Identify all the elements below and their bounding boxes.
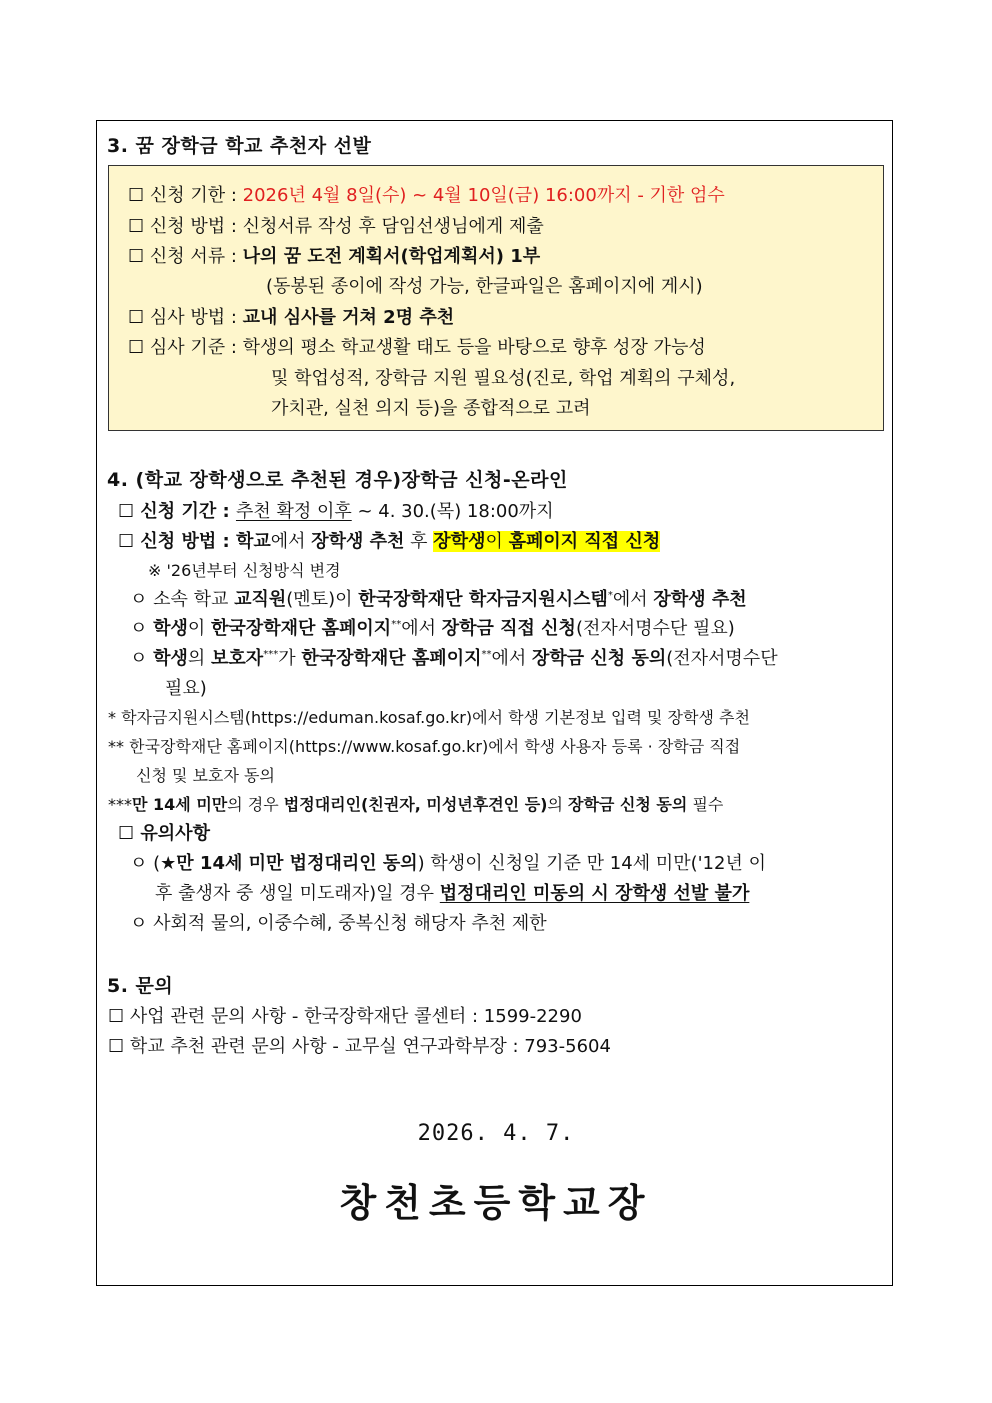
application-method-row — [118, 527, 660, 553]
footnote-1: * 학자금지원시스템(https://eduman.kosaf.go.kr)에서 학생 기본정보 입력 및 장학생 추천 — [108, 708, 750, 727]
method-row: ☐ 신청 방법 : 신청서류 작성 후 담임선생님에게 제출 — [128, 216, 544, 237]
bullet-3-sup-2: ** — [481, 649, 492, 660]
caution-1-line-1 — [130, 849, 766, 875]
bullet-2-bold-3: 장학금 직접 신청 — [441, 618, 576, 639]
bullet-3-line-2: 필요) — [165, 678, 207, 699]
inquiry-1: ☐ 사업 관련 문의 사항 - 한국장학재단 콜센터 : 1599-2290 — [108, 1006, 582, 1027]
review-method-label: ☐ 심사 방법 : — [128, 307, 237, 328]
bullet-1-bold-2: 한국장학재단 학자금지원시스템 — [358, 589, 608, 610]
review-method-value: 교내 심사를 거쳐 2명 추천 — [242, 307, 455, 328]
bullet-2 — [130, 614, 735, 640]
deadline-row — [128, 181, 725, 207]
bullet-3-sup: *** — [263, 649, 279, 660]
bullet-1-text-3: 에서 — [612, 589, 654, 610]
section-3-title: 3. 꿈 장학금 학교 추천자 선발 — [107, 135, 372, 157]
footnote-3-text: 의 경우 — [227, 795, 284, 814]
caution-1-text-2: 후 출생자 중 생일 미도래자)일 경우 — [155, 883, 440, 904]
deadline-label: ☐ 신청 기한 : — [128, 185, 237, 206]
footnote-3-bold-2: 법정대리인(친권자, 미성년후견인 등) — [283, 795, 548, 814]
footnote-2-line-1: ** 한국장학재단 홈페이지(https://www.kosaf.go.kr)에서 학생 사용자 등록 · 장학금 직접 — [108, 737, 741, 756]
caution-1-underlined: 법정대리인 미동의 시 장학생 선발 불가 — [439, 883, 750, 904]
bullet-1 — [130, 585, 747, 611]
bullet-3-text: 의 — [187, 648, 212, 669]
bullet-1-sup: * — [607, 590, 613, 601]
section-4-title: 4. (학교 장학생으로 추천된 경우)장학금 신청-온라인 — [107, 469, 568, 491]
bullet-2-text-2: 에서 — [401, 618, 442, 639]
bullet-3-bold-4: 장학금 신청 동의 — [531, 648, 667, 669]
method-label: ☐ 신청 방법 : 학교 — [118, 531, 271, 552]
period-rest: ~ 4. 30.(목) 18:00까지 — [351, 501, 554, 522]
caution-1-bold: ★만 14세 미만 법정대리인 동의 — [160, 853, 418, 874]
bullet-3-bold-2: 보호자 — [211, 648, 264, 669]
review-method-row — [128, 303, 454, 329]
caution-1-line-2 — [155, 879, 749, 905]
documents-label: ☐ 신청 서류 : — [128, 246, 237, 267]
footnote-3-bold: 만 14세 미만 — [132, 795, 228, 814]
application-period-row — [118, 497, 554, 523]
caution-1-marker: ㅇ ( — [130, 853, 161, 874]
bullet-2-marker: ㅇ — [130, 618, 154, 639]
bullet-1-bold: 교직원 — [234, 589, 287, 610]
method-highlight-1: 장학생 — [433, 531, 486, 552]
review-criteria-line-2: 및 학업성적, 장학금 지원 필요성(진로, 학업 계획의 구체성, — [271, 368, 736, 389]
method-bold: 장학생 추천 — [311, 531, 405, 552]
footnote-3-text-3: 필수 — [687, 795, 724, 814]
documents-note: (동봉된 종이에 작성 가능, 한글파일은 홈페이지에 게시) — [266, 276, 703, 297]
method-highlight-2: 이 — [485, 531, 509, 552]
caution-2: ㅇ 사회적 물의, 이중수혜, 중복신청 해당자 추천 제한 — [130, 913, 547, 934]
bullet-1-text: ㅇ 소속 학교 — [130, 589, 235, 610]
caution-1-text: ) 학생이 신청일 기준 만 14세 미만('12년 이 — [417, 853, 766, 874]
bullet-1-bold-3: 장학생 추천 — [653, 589, 747, 610]
documents-value: 나의 꿈 도전 계획서(학업계획서) 1부 — [242, 246, 541, 267]
footnote-3-text-2: 의 — [547, 795, 569, 814]
bullet-3-text-3: 에서 — [491, 648, 532, 669]
principal-signature: 창천초등학교장 — [339, 1180, 653, 1225]
documents-row — [128, 242, 540, 268]
bullet-3 — [130, 644, 778, 670]
method-highlight-3: 홈페이지 직접 신청 — [508, 531, 661, 552]
method-text: 에서 — [270, 531, 312, 552]
bullet-3-text-2: 가 — [278, 648, 302, 669]
bullet-2-text: 이 — [187, 618, 212, 639]
review-criteria-line-1: ☐ 심사 기준 : 학생의 평소 학교생활 태도 등을 바탕으로 향후 성장 가능성 — [128, 337, 706, 358]
bullet-1-text-2: (멘토)이 — [286, 589, 359, 610]
bullet-3-text-4: (전자서명수단 — [666, 648, 778, 669]
section-5-title: 5. 문의 — [107, 975, 174, 997]
footnote-3-bold-3: 장학금 신청 동의 — [568, 795, 688, 814]
inquiry-2: ☐ 학교 추천 관련 문의 사항 - 교무실 연구과학부장 : 793-5604 — [108, 1036, 611, 1057]
issue-date: 2026. 4. 7. — [417, 1121, 575, 1146]
bullet-2-sup: ** — [391, 619, 402, 630]
footnote-3 — [108, 792, 723, 815]
review-criteria-line-3: 가치관, 실천 의지 등)을 종합적으로 고려 — [271, 398, 591, 419]
bullet-2-bold: 학생 — [153, 618, 188, 639]
footnote-3-marker: *** — [108, 795, 132, 814]
bullet-2-text-3: (전자서명수단 필요) — [575, 618, 735, 639]
bullet-3-marker: ㅇ — [130, 648, 154, 669]
bullet-2-bold-2: 한국장학재단 홈페이지 — [211, 618, 392, 639]
deadline-value: 2026년 4월 8일(수) ~ 4월 10일(금) 16:00까지 - 기한 엄수 — [242, 185, 725, 206]
footnote-2-line-2: 신청 및 보호자 동의 — [136, 766, 275, 785]
period-underlined: 추천 확정 이후 — [235, 501, 352, 522]
bullet-3-bold-3: 한국장학재단 홈페이지 — [301, 648, 482, 669]
method-text-2: 후 — [404, 531, 434, 552]
method-change-note: ※ '26년부터 신청방식 변경 — [148, 561, 341, 580]
caution-title: ☐ 유의사항 — [118, 823, 210, 844]
bullet-3-bold: 학생 — [153, 648, 188, 669]
period-label: ☐ 신청 기간 : — [118, 501, 236, 522]
